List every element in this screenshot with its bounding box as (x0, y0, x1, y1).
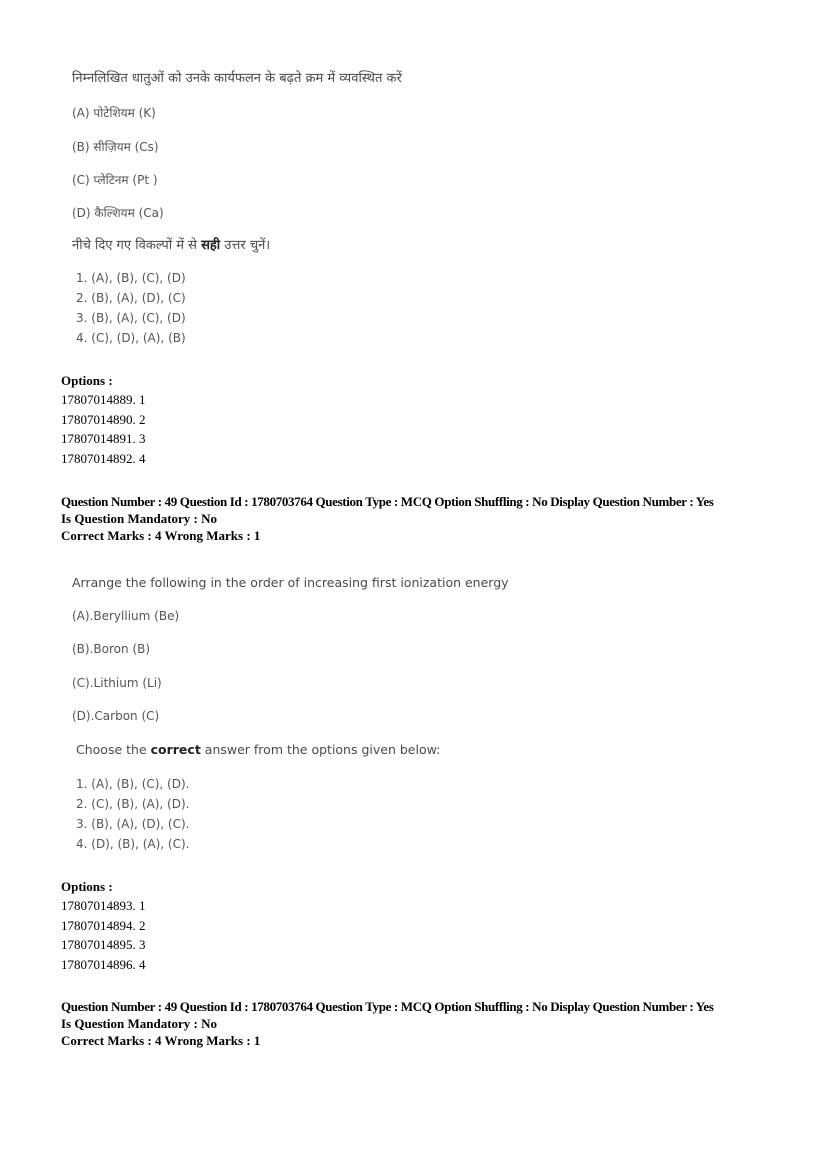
question-item-c: (C) प्लेटिनम (Pt ) (72, 173, 158, 187)
question-stem: Arrange the following in the order of increasing first ionization energy (72, 575, 509, 590)
question-mandatory: Is Question Mandatory : No (61, 510, 218, 526)
option-item: 17807014894. 2 (61, 917, 146, 933)
question-choice: 3. (B), (A), (C), (D) (76, 311, 186, 325)
question-marks: Correct Marks : 4 Wrong Marks : 1 (61, 1033, 261, 1048)
option-item: 17807014891. 3 (61, 431, 146, 446)
question-item-a: (A) पोटेशियम (K) (72, 106, 156, 120)
option-item: 17807014896. 4 (61, 956, 146, 972)
option-item: 17807014892. 4 (61, 450, 146, 466)
question-mandatory: Is Question Mandatory : No (61, 1015, 218, 1031)
question-item-d: (D) कैल्शियम (Ca) (72, 206, 164, 220)
question-choice: 4. (D), (B), (A), (C). (76, 837, 190, 851)
question-meta-line: Question Number : 49 Question Id : 1780703764 Question Type : MCQ Option Shuffling : No Display Question Number : Yes (61, 494, 714, 509)
question-header-3 (61, 999, 791, 1050)
question-choice-list (76, 774, 189, 854)
options-list (61, 390, 781, 468)
question-choice: 1. (A), (B), (C), (D) (76, 271, 186, 285)
options-block-2 (61, 878, 781, 974)
question-header-2 (61, 494, 791, 545)
question-choice-list (76, 268, 186, 348)
option-item: 17807014893. 1 (61, 898, 146, 913)
question-choice: 2. (B), (A), (D), (C) (76, 291, 186, 305)
question-instruction: Choose the correct answer from the options given below: (76, 742, 441, 757)
question-1-image (72, 62, 772, 352)
question-stem: निम्नलिखित धातुओं को उनके कार्यफलन के बढ़ते क्रम में व्यवस्थित करें (72, 71, 402, 86)
question-item-d: (D).Carbon (C) (72, 709, 160, 723)
question-marks: Correct Marks : 4 Wrong Marks : 1 (61, 528, 261, 543)
question-choice: 4. (C), (D), (A), (B) (76, 331, 186, 345)
question-item-a: (A).Beryllium (Be) (72, 609, 180, 623)
options-list (61, 896, 781, 974)
question-instruction: नीचे दिए गए विकल्पों में से सही उत्तर चुनें। (72, 238, 271, 253)
question-item-c: (C).Lithium (Li) (72, 676, 162, 690)
question-item-b: (B).Boron (B) (72, 642, 151, 656)
option-item: 17807014895. 3 (61, 937, 146, 952)
option-item: 17807014889. 1 (61, 392, 146, 407)
question-meta-line: Question Number : 49 Question Id : 1780703764 Question Type : MCQ Option Shuffling : No Display Question Number : Yes (61, 999, 714, 1014)
question-item-b: (B) सीज़ियम (Cs) (72, 140, 159, 154)
question-2-image (72, 568, 772, 858)
options-block-1 (61, 372, 781, 468)
options-label: Options : (61, 373, 113, 388)
question-choice: 2. (C), (B), (A), (D). (76, 797, 190, 811)
options-label: Options : (61, 879, 113, 894)
question-choice: 1. (A), (B), (C), (D). (76, 777, 190, 791)
question-choice: 3. (B), (A), (D), (C). (76, 817, 190, 831)
option-item: 17807014890. 2 (61, 411, 146, 427)
